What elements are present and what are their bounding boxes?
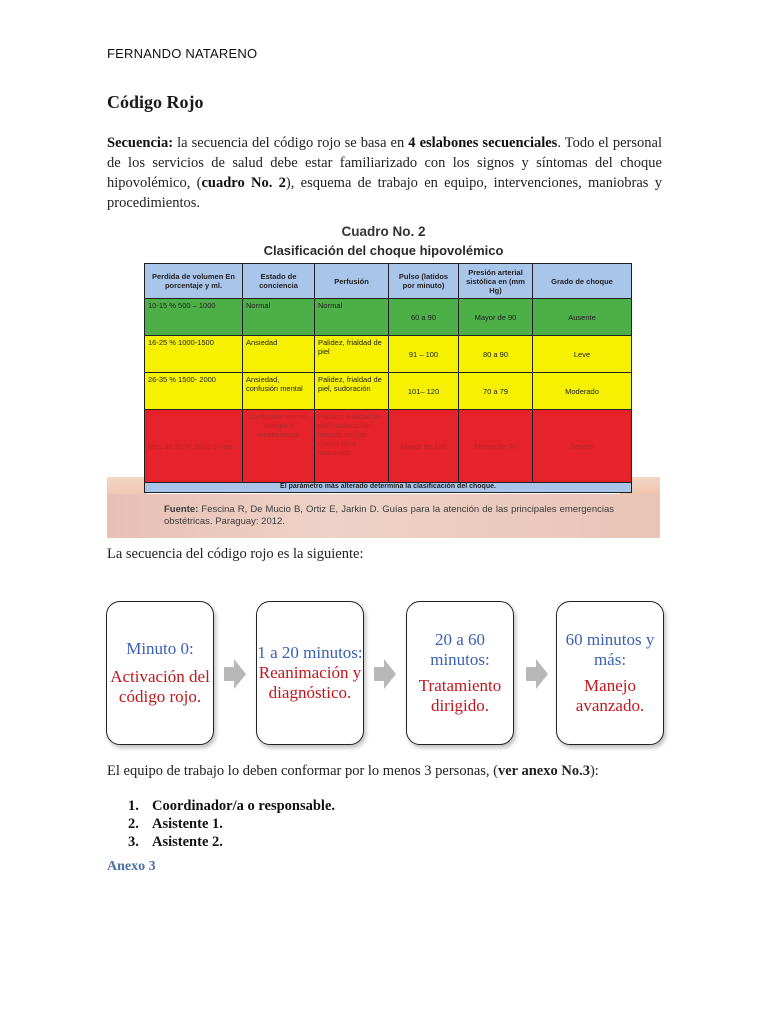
list-item bbox=[128, 815, 335, 833]
figure-number: Cuadro No. 2 bbox=[341, 224, 426, 239]
table-row bbox=[145, 410, 632, 483]
arrow-right-icon bbox=[224, 659, 246, 689]
step-time: 1 a 20 minutos: bbox=[257, 643, 363, 662]
table-header: Presión arterial sistólica en (mm Hg) bbox=[459, 264, 533, 299]
table-cell: 26-35 % 1500- 2000 bbox=[145, 373, 243, 410]
table-cell: Normal bbox=[243, 299, 315, 336]
table-row bbox=[145, 336, 632, 373]
table-header: Pulso (latidos por minuto) bbox=[389, 264, 459, 299]
intro-paragraph bbox=[107, 133, 662, 213]
list-number: 3. bbox=[128, 834, 139, 850]
table-cell: Palidez, frialdad de piel, sudoración bbox=[315, 373, 389, 410]
list-label: Asistente 2. bbox=[152, 834, 223, 850]
intro-text-b: . Todo el personal de los servicios de salud debe estar familiarizado con los signos y síntomas del choque hipovolémico, ( bbox=[107, 135, 662, 191]
intro-bold-b: cuadro No. 2 bbox=[201, 175, 286, 191]
table-cell: 80 a 90 bbox=[459, 336, 533, 373]
table-cell: Moderado bbox=[533, 373, 632, 410]
step-action: Tratamiento dirigido. bbox=[418, 676, 502, 715]
annex-heading: Anexo 3 bbox=[107, 859, 156, 874]
intro-text-c: ), esquema de trabajo en equipo, intervenciones, maniobras y procedimientos. bbox=[107, 175, 662, 211]
figure-source-label: Fuente: bbox=[164, 504, 199, 515]
sequence-step-1 bbox=[106, 601, 214, 745]
team-intro-text bbox=[107, 763, 599, 780]
shock-classification-figure bbox=[107, 222, 660, 538]
sequence-step-4 bbox=[556, 601, 664, 745]
table-header: Grado de choque bbox=[533, 264, 632, 299]
table-row bbox=[145, 373, 632, 410]
table-footer-row bbox=[145, 483, 632, 493]
figure-title: Clasificación del choque hipovolémico bbox=[263, 243, 504, 258]
figure-source-text: Fescina R, De Mucio B, Ortiz E, Jarkin D. Guías para la atención de las principales emergencias obstétricas. Paraguay: 2012. bbox=[164, 504, 614, 527]
step-time: 60 minutos y más: bbox=[565, 630, 655, 669]
team-text-a: El equipo de trabajo lo deben conformar por lo menos 3 personas, ( bbox=[107, 763, 498, 779]
team-text-b: ): bbox=[589, 763, 599, 779]
table-cell: Ausente bbox=[533, 299, 632, 336]
table-cell: Ansiedad, confusión mental bbox=[243, 373, 315, 410]
team-roles-list bbox=[128, 797, 335, 851]
table-header: Perfusión bbox=[315, 264, 389, 299]
table-cell: 10-15 % 500 – 1000 bbox=[145, 299, 243, 336]
table-cell: Palidez, frialdad de piel bbox=[315, 336, 389, 373]
list-item bbox=[128, 833, 335, 851]
table-row bbox=[145, 299, 632, 336]
table-cell: 70 a 79 bbox=[459, 373, 533, 410]
list-label: Asistente 1. bbox=[152, 816, 223, 832]
step-time: Minuto 0: bbox=[126, 639, 194, 658]
intro-bold-a: 4 eslabones secuenciales bbox=[408, 135, 558, 151]
shock-classification-table bbox=[144, 263, 632, 493]
table-cell: Mayor de 120 bbox=[389, 410, 459, 483]
table-cell: Menor de 70 bbox=[459, 410, 533, 483]
table-header-row bbox=[145, 264, 632, 299]
arrow-right-icon bbox=[374, 659, 396, 689]
arrow-right-icon bbox=[526, 659, 548, 689]
table-cell: Palidez, frialdad de piel, sudoración, llenado capilar mayor de 3 segundos bbox=[315, 410, 389, 483]
table-header: Estado de conciencia bbox=[243, 264, 315, 299]
table-cell: 16-25 % 1000-1500 bbox=[145, 336, 243, 373]
table-cell: Ansiedad bbox=[243, 336, 315, 373]
list-number: 2. bbox=[128, 816, 139, 832]
table-cell: Confusión mental, letargia o inconciencia bbox=[243, 410, 315, 483]
step-action: Manejo avanzado. bbox=[575, 676, 645, 715]
intro-label: Secuencia: bbox=[107, 135, 174, 151]
list-label: Coordinador/a o responsable. bbox=[152, 798, 336, 814]
step-action: Activación del código rojo. bbox=[110, 667, 210, 706]
sequence-intro-text: La secuencia del código rojo es la siguiente: bbox=[107, 546, 364, 562]
document-author-header: FERNANDO NATARENO bbox=[107, 46, 258, 61]
step-action: Reanimación y diagnóstico. bbox=[258, 663, 362, 702]
table-cell: Mas de 35 % 2000 o más bbox=[145, 410, 243, 483]
sequence-step-2 bbox=[256, 601, 364, 745]
table-cell: 60 a 90 bbox=[389, 299, 459, 336]
table-cell: Leve bbox=[533, 336, 632, 373]
table-cell: Mayor de 90 bbox=[459, 299, 533, 336]
table-footer-note: El parámetro más alterado determina la clasificación del choque. bbox=[145, 483, 632, 493]
annex-reference: ver anexo No.3 bbox=[497, 763, 590, 779]
table-cell: Severo bbox=[533, 410, 632, 483]
section-title: Código Rojo bbox=[107, 92, 204, 112]
table-cell: 91 – 100 bbox=[389, 336, 459, 373]
figure-source bbox=[164, 504, 614, 528]
list-item bbox=[128, 797, 335, 815]
table-cell: Normal bbox=[315, 299, 389, 336]
step-time: 20 a 60 minutos: bbox=[430, 630, 490, 669]
sequence-step-3 bbox=[406, 601, 514, 745]
table-header: Perdida de volumen En porcentaje y ml. bbox=[145, 264, 243, 299]
table-cell: 101– 120 bbox=[389, 373, 459, 410]
intro-text-a: la secuencia del código rojo se basa en bbox=[173, 135, 409, 151]
list-number: 1. bbox=[128, 798, 139, 814]
